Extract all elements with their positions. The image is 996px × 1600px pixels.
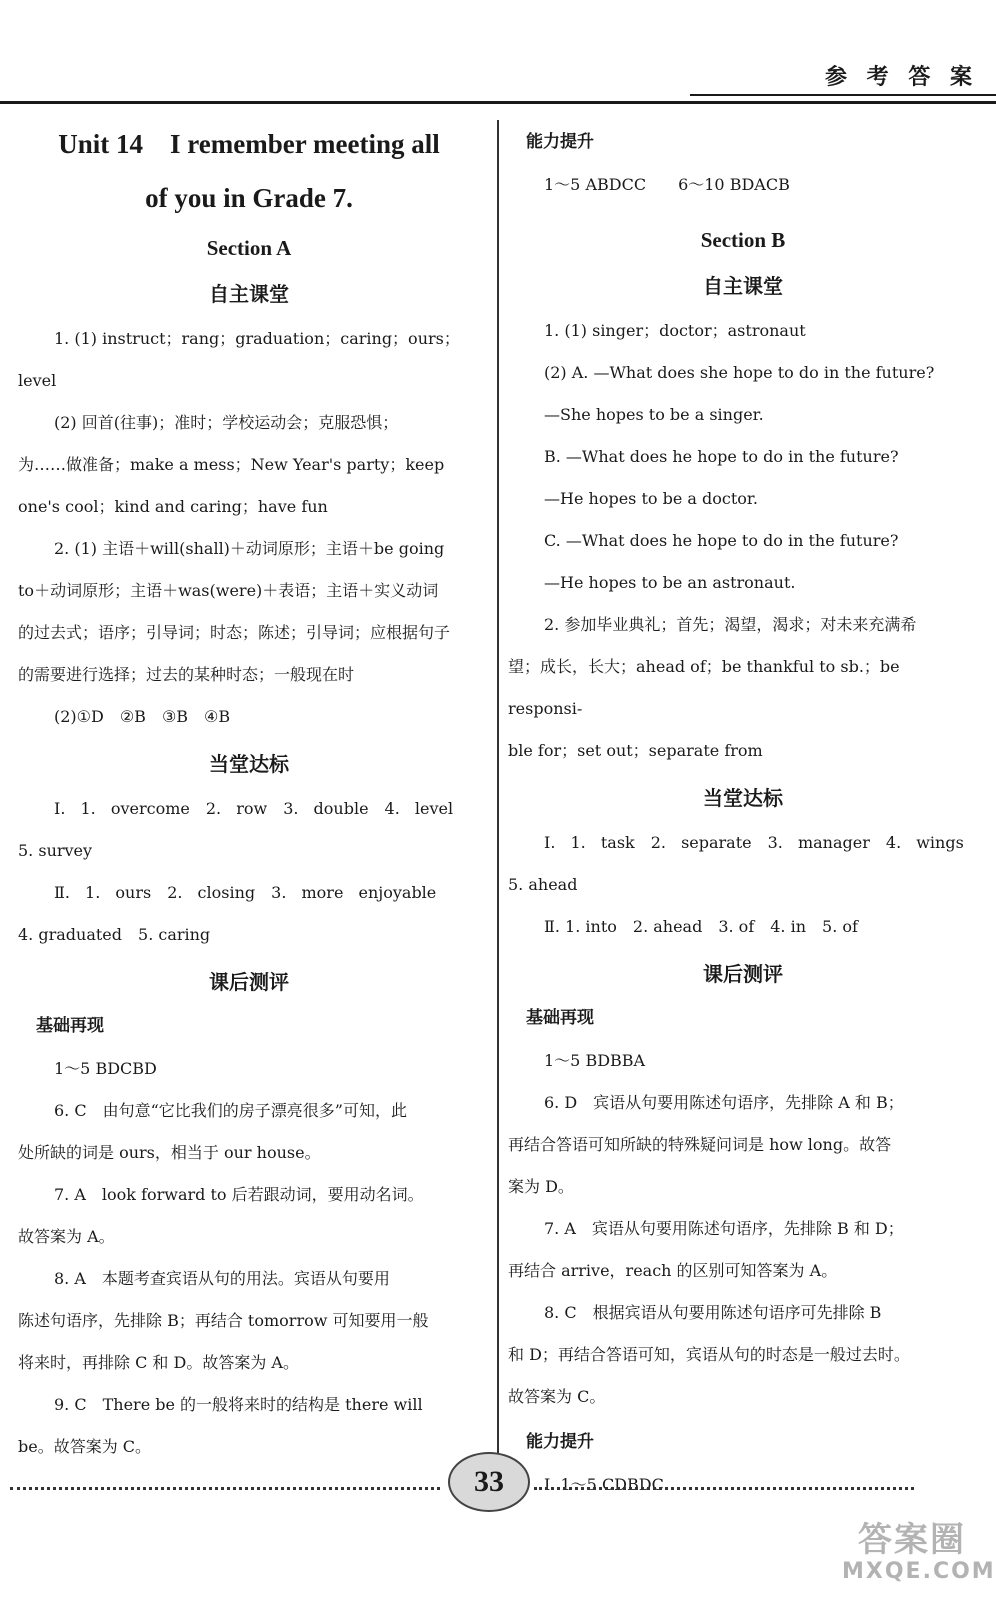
left-column bbox=[18, 118, 480, 1468]
header-thin-rule bbox=[690, 94, 996, 96]
answer-line: 的需要进行选择；过去的某种时态；一般现在时 bbox=[18, 665, 355, 684]
answer-line: 再结合 arrive，reach 的区别可知答案为 A。 bbox=[508, 1261, 838, 1280]
answer-line: 1. (1) singer；doctor；astronaut bbox=[544, 321, 806, 340]
kehou-heading: 课后测评 bbox=[703, 962, 783, 986]
kehou-heading: 课后测评 bbox=[209, 970, 289, 994]
answer-line: 1～5 BDBBA bbox=[544, 1051, 646, 1070]
answer-line: Ⅱ. 1. into 2. ahead 3. of 4. in 5. of bbox=[544, 917, 858, 936]
answer-line: 的过去式；语序；引导词；时态；陈述；引导词；应根据句子 bbox=[18, 623, 451, 642]
answer-line: (2) A. —What does she hope to do in the future? bbox=[544, 363, 935, 382]
section-b-heading: Section B bbox=[700, 228, 786, 252]
answer-line: 5. ahead bbox=[508, 875, 578, 894]
answer-line: C. —What does he hope to do in the future? bbox=[544, 531, 899, 550]
unit-title-line1: Unit 14 I remember meeting all bbox=[58, 129, 440, 159]
answer-line: 陈述句语序，先排除 B；再结合 tomorrow 可知要用一般 bbox=[18, 1311, 429, 1330]
answer-line: ble for；set out；separate from bbox=[508, 741, 763, 760]
zizhu-heading: 自主课堂 bbox=[209, 282, 289, 306]
footer-dots-left bbox=[10, 1487, 440, 1490]
answer-line: 故答案为 A。 bbox=[18, 1227, 115, 1246]
answer-line: 2. (1) 主语＋will(shall)＋动词原形；主语＋be going bbox=[54, 539, 445, 558]
answer-line: 处所缺的词是 ours，相当于 our house。 bbox=[18, 1143, 321, 1162]
watermark-logo bbox=[842, 1520, 996, 1590]
dangtang-heading: 当堂达标 bbox=[209, 752, 289, 776]
answer-line: be。故答案为 C。 bbox=[18, 1437, 152, 1456]
answer-line: 和 D；再结合答语可知，宾语从句的时态是一般过去时。 bbox=[508, 1345, 910, 1364]
page-number: 33 bbox=[448, 1452, 530, 1512]
dangtang-heading: 当堂达标 bbox=[703, 786, 783, 810]
answer-line: Ⅰ. 1～5 CDBDC bbox=[544, 1475, 664, 1494]
answer-line: 7. A 宾语从句要用陈述句语序，先排除 B 和 D； bbox=[544, 1219, 904, 1238]
answer-line: —He hopes to be an astronaut. bbox=[544, 573, 796, 592]
header-label: 参 考 答 案 bbox=[825, 65, 978, 90]
column-divider bbox=[497, 120, 499, 1480]
answer-line: 再结合答语可知所缺的特殊疑问词是 how long。故答 bbox=[508, 1135, 892, 1154]
answer-line: 6. D 宾语从句要用陈述句语序，先排除 A 和 B； bbox=[544, 1093, 904, 1112]
watermark-en: MXQE.COM bbox=[842, 1559, 996, 1584]
answer-line: 为……做准备；make a mess；New Year's party；keep bbox=[18, 455, 445, 474]
answer-line: Ⅰ. 1. overcome 2. row 3. double 4. level bbox=[54, 799, 454, 818]
header-rule bbox=[0, 101, 996, 104]
answer-line: B. —What does he hope to do in the future? bbox=[544, 447, 899, 466]
zizhu-heading: 自主课堂 bbox=[703, 274, 783, 298]
nengli-heading: 能力提升 bbox=[526, 1432, 594, 1452]
answer-line: 故答案为 C。 bbox=[508, 1387, 606, 1406]
answer-line: 8. A 本题考查宾语从句的用法。宾语从句要用 bbox=[54, 1269, 390, 1288]
answer-line: 6. C 由句意“它比我们的房子漂亮很多”可知，此 bbox=[54, 1101, 407, 1120]
answer-line: 将来时，再排除 C 和 D。故答案为 A。 bbox=[18, 1353, 299, 1372]
answer-line: one's cool；kind and caring；have fun bbox=[18, 497, 328, 516]
answer-line: 7. A look forward to 后若跟动词，要用动名词。 bbox=[54, 1185, 424, 1204]
answer-line: 1. (1) instruct；rang；graduation；caring；ours；level bbox=[18, 329, 460, 390]
answer-line: —She hopes to be a singer. bbox=[544, 405, 764, 424]
answer-line: 8. C 根据宾语从句要用陈述句语序可先排除 B bbox=[544, 1303, 882, 1322]
answer-line: 9. C There be 的一般将来时的结构是 there will bbox=[54, 1395, 423, 1414]
watermark-cn: 答案圈 bbox=[858, 1520, 966, 1560]
jichu-heading: 基础再现 bbox=[526, 1008, 594, 1028]
answer-line: (2)①D ②B ③B ④B bbox=[54, 707, 231, 726]
nengli-heading: 能力提升 bbox=[526, 132, 594, 152]
answer-line: —He hopes to be a doctor. bbox=[544, 489, 758, 508]
answer-line: 望；成长，长大；ahead of；be thankful to sb.；be responsi- bbox=[508, 657, 900, 718]
right-column bbox=[508, 118, 978, 1506]
answer-line: Ⅱ. 1. ours 2. closing 3. more enjoyable bbox=[54, 883, 437, 902]
answer-line: 案为 D。 bbox=[508, 1177, 574, 1196]
answer-line: 1～5 ABDCC 6～10 BDACB bbox=[544, 175, 790, 194]
unit-title-line2: of you in Grade 7. bbox=[145, 183, 353, 213]
footer-dots-right bbox=[534, 1487, 914, 1490]
answer-line: 2. 参加毕业典礼；首先；渴望，渴求；对未来充满希 bbox=[544, 615, 917, 634]
answer-line: (2) 回首(往事)；准时；学校运动会；克服恐惧； bbox=[54, 413, 399, 432]
answer-line: 4. graduated 5. caring bbox=[18, 925, 211, 944]
answer-line: Ⅰ. 1. task 2. separate 3. manager 4. wings bbox=[544, 833, 964, 852]
answer-line: to＋动词原形；主语＋was(were)＋表语；主语＋实义动词 bbox=[18, 581, 439, 600]
answer-line: 5. survey bbox=[18, 841, 93, 860]
jichu-heading: 基础再现 bbox=[36, 1016, 104, 1036]
section-a-heading: Section A bbox=[206, 236, 292, 260]
answer-line: 1～5 BDCBD bbox=[54, 1059, 157, 1078]
